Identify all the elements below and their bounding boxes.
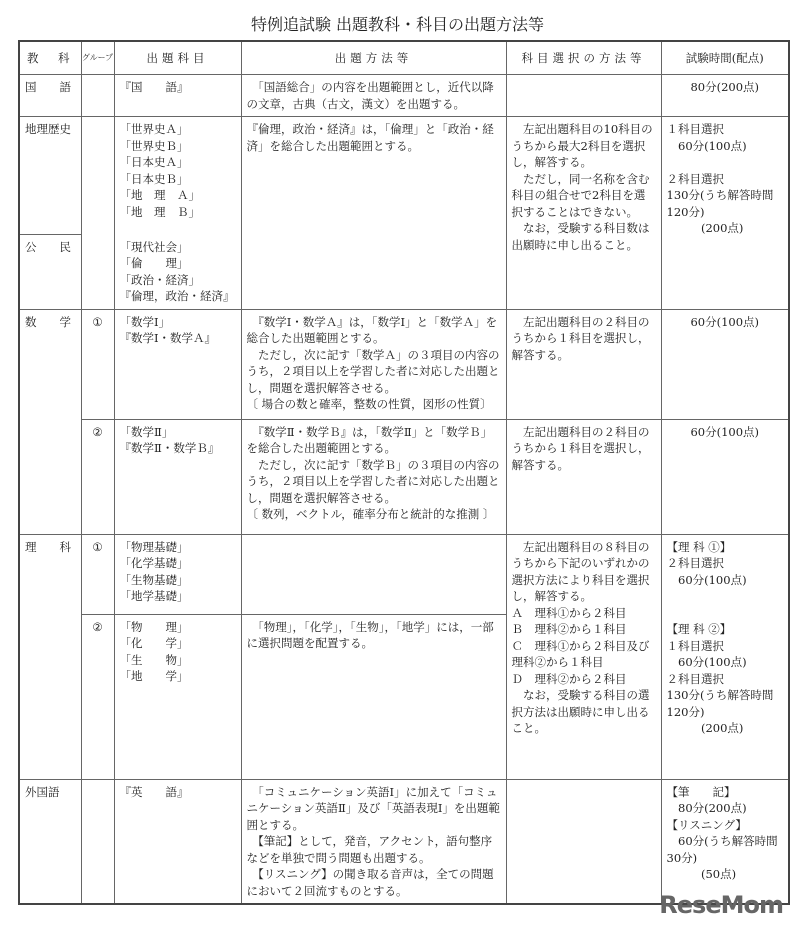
subject-cell: 理 科 [19,534,81,779]
subject-cell: 地理歴史 [19,117,81,235]
group-cell: ① [81,309,114,419]
time-cell: 【筆 記】 80分(200点) 【リスニング】 60分(うち解答時間30分) (50点) [661,779,789,904]
items-cell: 「現代社会」 「倫 理」 「政治・経済」 『倫理，政治・経済』 [114,235,241,310]
items-cell: 「数学Ⅱ」 『数学Ⅱ・数学Ｂ』 [114,419,241,534]
method-cell: 「国語総合」の内容を出題範囲とし，近代以降の文章，古典（古文，漢文）を出題する。 [241,75,506,117]
time-cell: １科目選択 60分(100点) ２科目選択 130分(うち解答時間120分) (200点) [661,117,789,310]
method-cell: 『数学Ⅰ・数学Ａ』は，「数学Ⅰ」と「数学Ａ」を総合した出題範囲とする。 ただし，次に記す「数学Ａ」の３項目の内容のうち，２項目以上を学習した者に対応した出題とし，問題を選択解答させる。 〔 場合の数と確率，整数の性質，図形の性質〕 [241,309,506,419]
group-cell: ② [81,614,114,779]
items-cell: 「物 理」 「化 学」 「生 物」 「地 学」 [114,614,241,779]
table-row [19,117,789,235]
table-row [19,309,789,419]
subject-cell: 外国語 [19,779,81,904]
group-cell: ② [81,419,114,534]
table-row [19,534,789,614]
selection-cell: 左記出題科目の８科目のうちから下記のいずれかの選択方法により科目を選択し，解答する。 Ａ 理科①から２科目 Ｂ 理科②から１科目 Ｃ 理科①から２科目及び理科②から１科目 Ｄ 理科②から２科目 なお，受験する科目の選択方法は出願時に申し出ること。 [506,534,661,779]
group-cell [81,75,114,117]
method-cell: 「コミュニケーション英語Ⅰ」に加えて「コミュニケーション英語Ⅱ」及び「英語表現Ⅰ」を出題範囲とする。 【筆記】として，発音，アクセント，語句整序などを単独で問う問題も出題する。 【リスニング】の聞き取る音声は，全ての問題において２回流すものとする。 [241,779,506,904]
time-cell: 60分(100点) [661,419,789,534]
table-row [19,419,789,534]
header-time: 試験時間(配点) [661,41,789,75]
table-row [19,75,789,117]
header-selection: 科目選択の方法等 [506,41,661,75]
group-cell [81,779,114,904]
selection-cell [506,75,661,117]
time-cell: 【理 科 ①】 ２科目選択 60分(100点) 【理 科 ②】 １科目選択 60分(100点) ２科目選択 130分(うち解答時間120分) (200点) [661,534,789,779]
items-cell: 「数学Ⅰ」 『数学Ⅰ・数学Ａ』 [114,309,241,419]
subject-cell: 国 語 [19,75,81,117]
header-group: グループ [81,41,114,75]
header-subject: 教 科 [19,41,81,75]
page-title: 特例追試験 出題教科・科目の出題方法等 [250,15,545,34]
items-cell: 『英 語』 [114,779,241,904]
items-cell: 「物理基礎」 「化学基礎」 「生物基礎」 「地学基礎」 [114,534,241,614]
selection-cell [506,779,661,904]
subject-cell: 公 民 [19,235,81,310]
method-cell: 『倫理，政治・経済』は，「倫理」と「政治・経済」を総合した出題範囲とする。 [241,117,506,310]
exam-subject-table [18,40,790,905]
method-cell [241,534,506,614]
subject-cell: 数 学 [19,309,81,534]
selection-cell: 左記出題科目の２科目のうちから１科目を選択し，解答する。 [506,309,661,419]
header-items: 出題科目 [114,41,241,75]
time-cell: 60分(100点) [661,309,789,419]
method-cell: 『数学Ⅱ・数学Ｂ』は，「数学Ⅱ」と「数学Ｂ」を総合した出題範囲とする。 ただし，次に記す「数学Ｂ」の３項目の内容のうち，２項目以上を学習した者に対応した出題とし，問題を選択解答させる。 〔 数列，ベクトル，確率分布と統計的な推測 〕 [241,419,506,534]
method-cell: 「物理」，「化学」，「生物」，「地学」には，一部に選択問題を配置する。 [241,614,506,779]
table-row [19,779,789,904]
time-cell: 80分(200点) [661,75,789,117]
header-method: 出題方法等 [241,41,506,75]
group-cell [81,117,114,310]
items-cell: 「世界史Ａ」 「世界史Ｂ」 「日本史Ａ」 「日本史Ｂ」 「地 理 Ａ」 「地 理 Ｂ」 [114,117,241,235]
items-cell: 『国 語』 [114,75,241,117]
resemom-logo: ReseMom [659,891,783,919]
group-cell: ① [81,534,114,614]
header-row [19,41,789,75]
selection-cell: 左記出題科目の10科目のうちから最大2科目を選択し，解答する。 ただし，同一名称を含む科目の組合せで2科目を選択することはできない。 なお，受験する科目数は出願時に申し出ること。 [506,117,661,310]
selection-cell: 左記出題科目の２科目のうちから１科目を選択し，解答する。 [506,419,661,534]
